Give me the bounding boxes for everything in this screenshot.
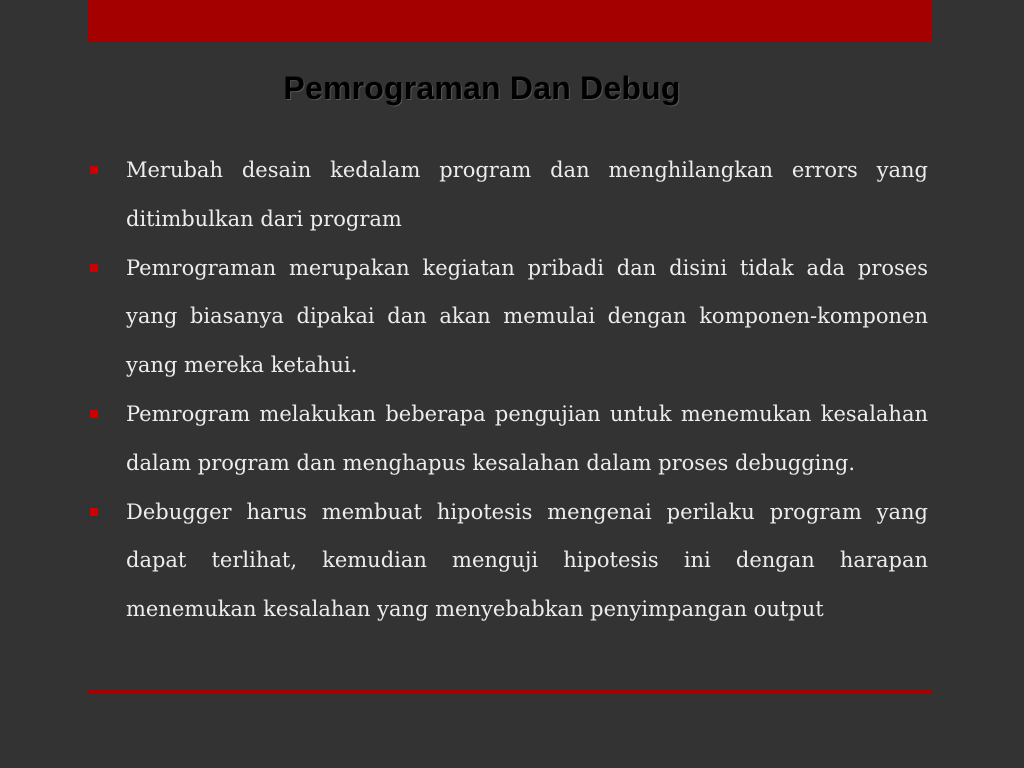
bullet-item [86, 146, 928, 244]
slide-title [0, 66, 964, 110]
bullet-item [86, 390, 928, 488]
bullet-text: Pemrogram melakukan beberapa pengujian untuk menemukan kesalahan dalam program dan menghapus kesalahan dalam proses debugging. [126, 401, 928, 475]
bullet-text: Pemrograman merupakan kegiatan pribadi dan disini tidak ada proses yang biasanya dipakai dan akan memulai dengan komponen-komponen yang mereka ketahui. [126, 255, 928, 378]
top-accent-bar [88, 0, 932, 42]
square-bullet-icon [90, 264, 98, 272]
bullet-item [86, 244, 928, 390]
bullet-item [86, 488, 928, 634]
slide-title-text: Pemrograman Dan Debug [283, 70, 681, 106]
square-bullet-icon [90, 508, 98, 516]
bullet-text: Merubah desain kedalam program dan menghilangkan errors yang ditimbulkan dari program [126, 158, 928, 231]
bullet-text: Debugger harus membuat hipotesis mengenai perilaku program yang dapat terlihat, kemudian menguji hipotesis ini dengan harapan menemukan kesalahan yang menyebabkan penyimpangan output [126, 499, 928, 622]
bullet-list [86, 146, 928, 634]
bottom-accent-line [88, 690, 932, 693]
square-bullet-icon [90, 166, 98, 174]
square-bullet-icon [90, 410, 98, 418]
